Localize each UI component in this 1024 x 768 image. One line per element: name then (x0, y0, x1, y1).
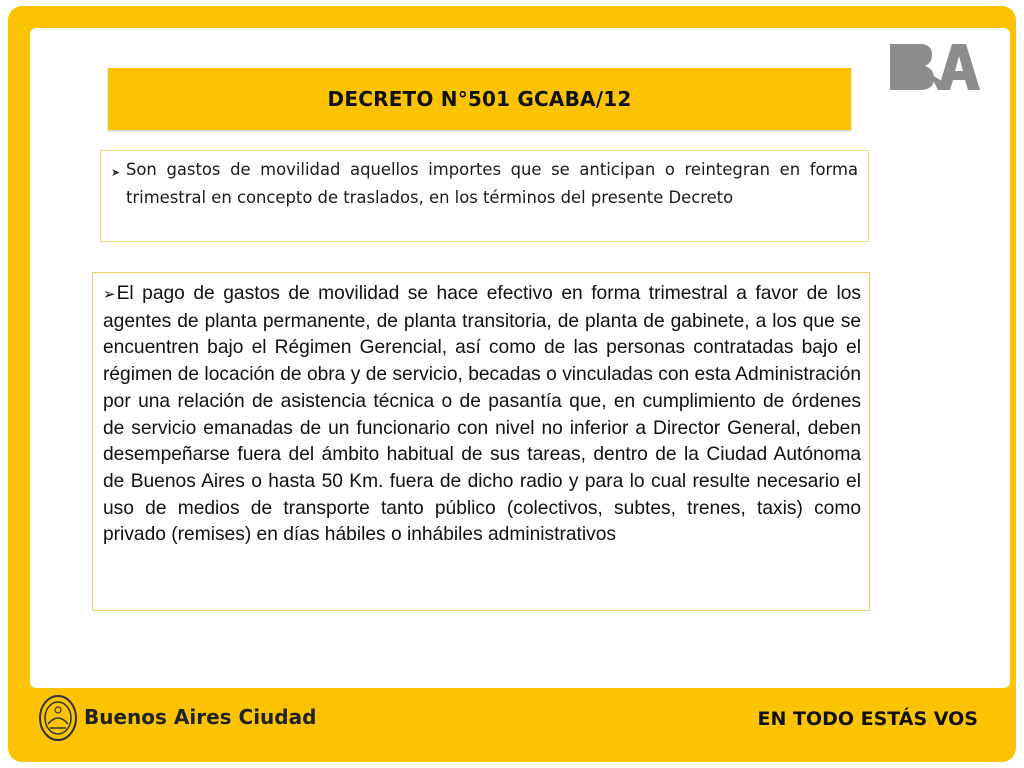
ba-logo-icon (886, 40, 982, 96)
definition-box (100, 150, 869, 242)
payment-text: El pago de gastos de movilidad se hace efectivo en forma trimestral a favor de los agentes de planta permanente, de planta transitoria, de planta de gabinete, a los que se encuentren bajo el Régimen Gerencial, así como de las personas contratadas bajo el régimen de locación de obra y de servicio, becadas o vinculadas con esta Administración por una relación de asistencia técnica o de pasantía que, en cumplimiento de órdenes de servicio emanadas de un funcionario con nivel no inferior a Director General, deben desempeñarse fuera del ámbito habitual de sus tareas, dentro de la Ciudad Autónoma de Buenos Aires o hasta 50 Km. fuera de dicho radio y para lo cual resulte necesario el uso de medios de transporte tanto público (colectivos, subtes, trenes, taxis) como privado (remises) en días hábiles o inhábiles administrativos (103, 283, 861, 546)
arrow-bullet-icon: ➤ (111, 166, 121, 179)
title-banner (108, 68, 851, 130)
definition-text: Son gastos de movilidad aquellos importes que se anticipan o reintegran en forma trimestral en concepto de traslados, en los términos del presente Decreto (126, 160, 858, 207)
arrow-bullet-icon: ➢ (103, 286, 116, 303)
payment-box (92, 272, 870, 611)
slide-title: DECRETO N°501 GCABA/12 (327, 87, 632, 111)
footer-brand: Buenos Aires Ciudad (84, 705, 317, 729)
city-seal-icon (38, 694, 78, 742)
footer-slogan: EN TODO ESTÁS VOS (757, 708, 978, 730)
